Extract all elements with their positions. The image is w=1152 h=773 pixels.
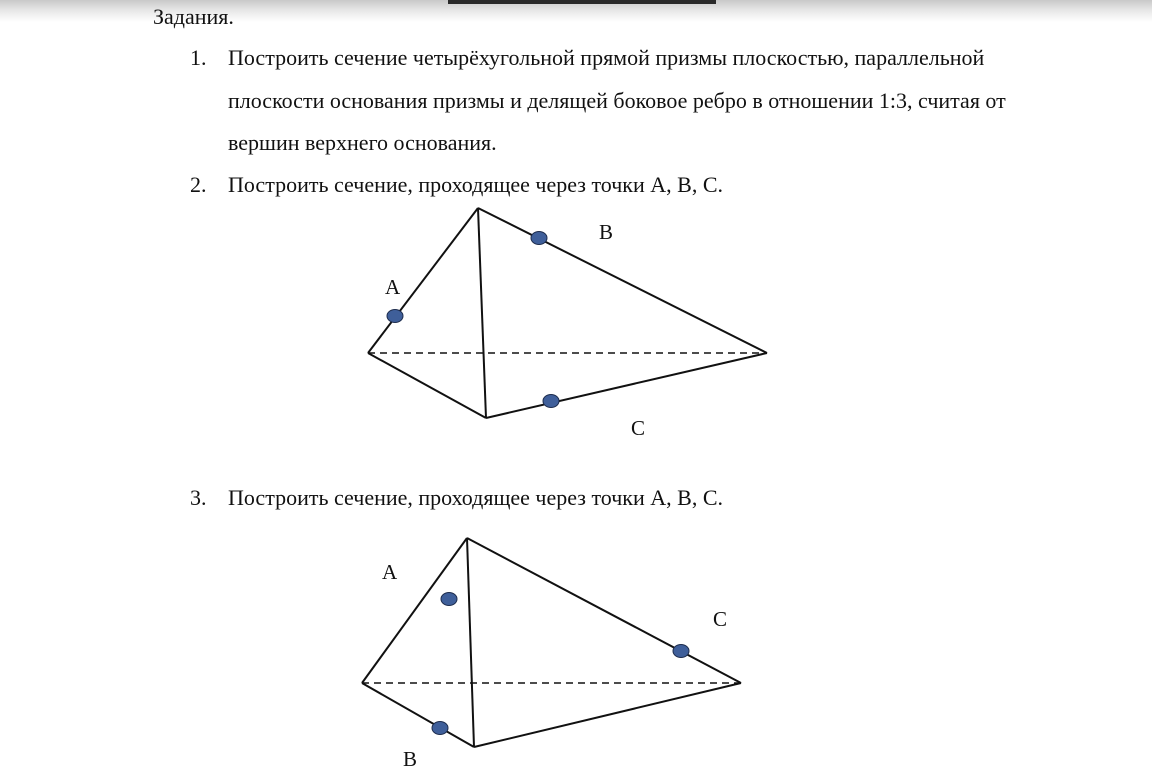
task-3-number: 3. [190,485,207,510]
heading: Задания. [153,4,234,29]
point-c-marker [673,645,689,658]
point-a-marker [441,593,457,606]
edge-apex-left [362,538,467,683]
task-3-line-1: Построить сечение, проходящее через точки A, B, C. [228,485,723,510]
label-a: A [382,560,398,584]
task-1-line-2: плоскости основания призмы и делящей боковое ребро в отношении 1:3, считая от [228,88,1006,113]
task-2-line-1: Построить сечение, проходящее через точки A, B, C. [228,172,723,197]
label-c: C [713,607,728,631]
task-1-number: 1. [190,45,207,70]
label-a: A [385,275,401,299]
task-2-number: 2. [190,172,207,197]
edge-left-front [362,683,474,747]
edge-apex-front [467,538,474,747]
label-b: B [599,220,614,244]
label-b: B [403,747,418,771]
point-b-marker [432,722,448,735]
task-1-line-1: Построить сечение четырёхугольной прямой призмы плоскостью, параллельной [228,45,985,70]
edge-apex-right [467,538,741,683]
task-1-line-3: вершин верхнего основания. [228,130,497,155]
label-c: C [631,416,646,440]
edge-front-right [474,683,741,747]
